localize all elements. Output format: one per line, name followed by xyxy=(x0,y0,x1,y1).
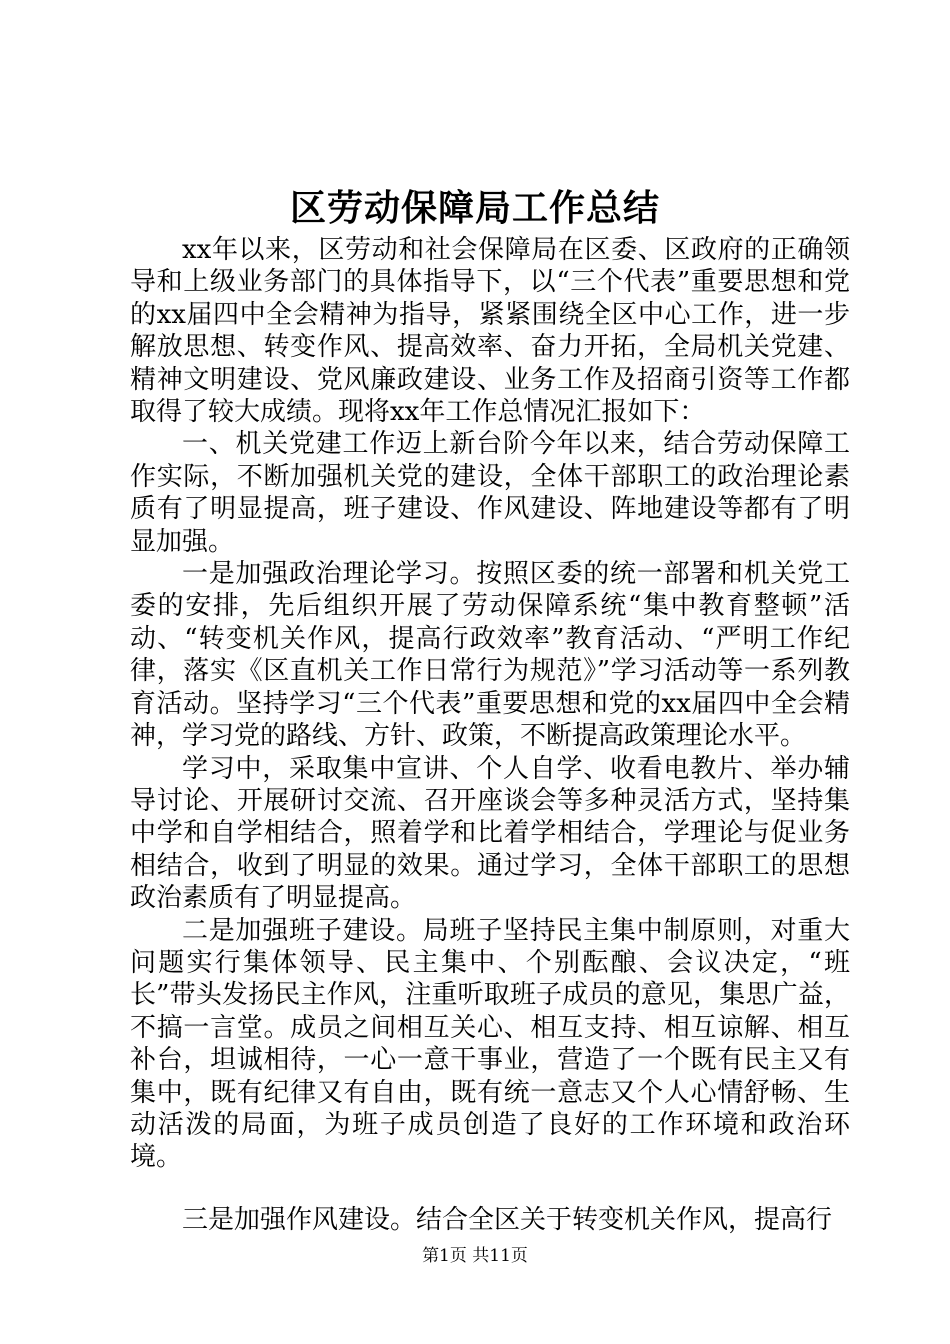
paragraph-study-methods: 学习中，采取集中宣讲、个人自学、收看电教片、举办辅导讨论、开展研讨交流、召开座谈会等多种灵活方式，坚持集中学和自学相结合，照着学和比着学相结合，学理论与促业务相结合，收到了明显的效果。通过学习，全体干部职工的思想政治素质有了明显提高。 xyxy=(130,753,850,914)
document-title: 区劳动保障局工作总结 xyxy=(289,187,660,229)
document-body xyxy=(130,234,850,1236)
paragraph-party-building: 一、机关党建工作迈上新台阶今年以来，结合劳动保障工作实际，不断加强机关党的建设，全体干部职工的政治理论素质有了明显提高，班子建设、作风建设、阵地建设等都有了明显加强。 xyxy=(130,429,850,557)
paragraph-intro: xx年以来，区劳动和社会保障局在区委、区政府的正确领导和上级业务部门的具体指导下，以“三个代表”重要思想和党的xx届四中全会精神为指导，紧紧围绕全区中心工作，进一步解放思想、转变作风、提高效率、奋力开拓，全局机关党建、精神文明建设、党风廉政建设、业务工作及招商引资等工作都取得了较大成绩。现将xx年工作总情况汇报如下： xyxy=(130,235,850,428)
paragraph-work-style: 三是加强作风建设。结合全区关于转变机关作风，提高行 xyxy=(182,1204,833,1235)
page-footer: 第1页 共11页 xyxy=(422,1246,528,1266)
paragraph-team-building: 二是加强班子建设。局班子坚持民主集中制原则，对重大问题实行集体领导、民主集中、个别酝酿、会议决定，“班长”带头发扬民主作风，注重听取班子成员的意见，集思广益，不搞一言堂。成员之间相互关心、相互支持、相互谅解、相互补台，坦诚相待，一心一意干事业，营造了一个既有民主又有集中，既有纪律又有自由，既有统一意志又个人心情舒畅、生动活泼的局面，为班子成员创造了良好的工作环境和政治环境。 xyxy=(130,915,850,1173)
paragraph-political-study: 一是加强政治理论学习。按照区委的统一部署和机关党工委的安排，先后组织开展了劳动保障系统“集中教育整顿”活动、“转变机关作风，提高行政效率”教育活动、“严明工作纪律，落实《区直机关工作日常行为规范》”学习活动等一系列教育活动。坚持学习“三个代表”重要思想和党的xx届四中全会精神，学习党的路线、方针、政策，不断提高政策理论水平。 xyxy=(130,559,850,752)
